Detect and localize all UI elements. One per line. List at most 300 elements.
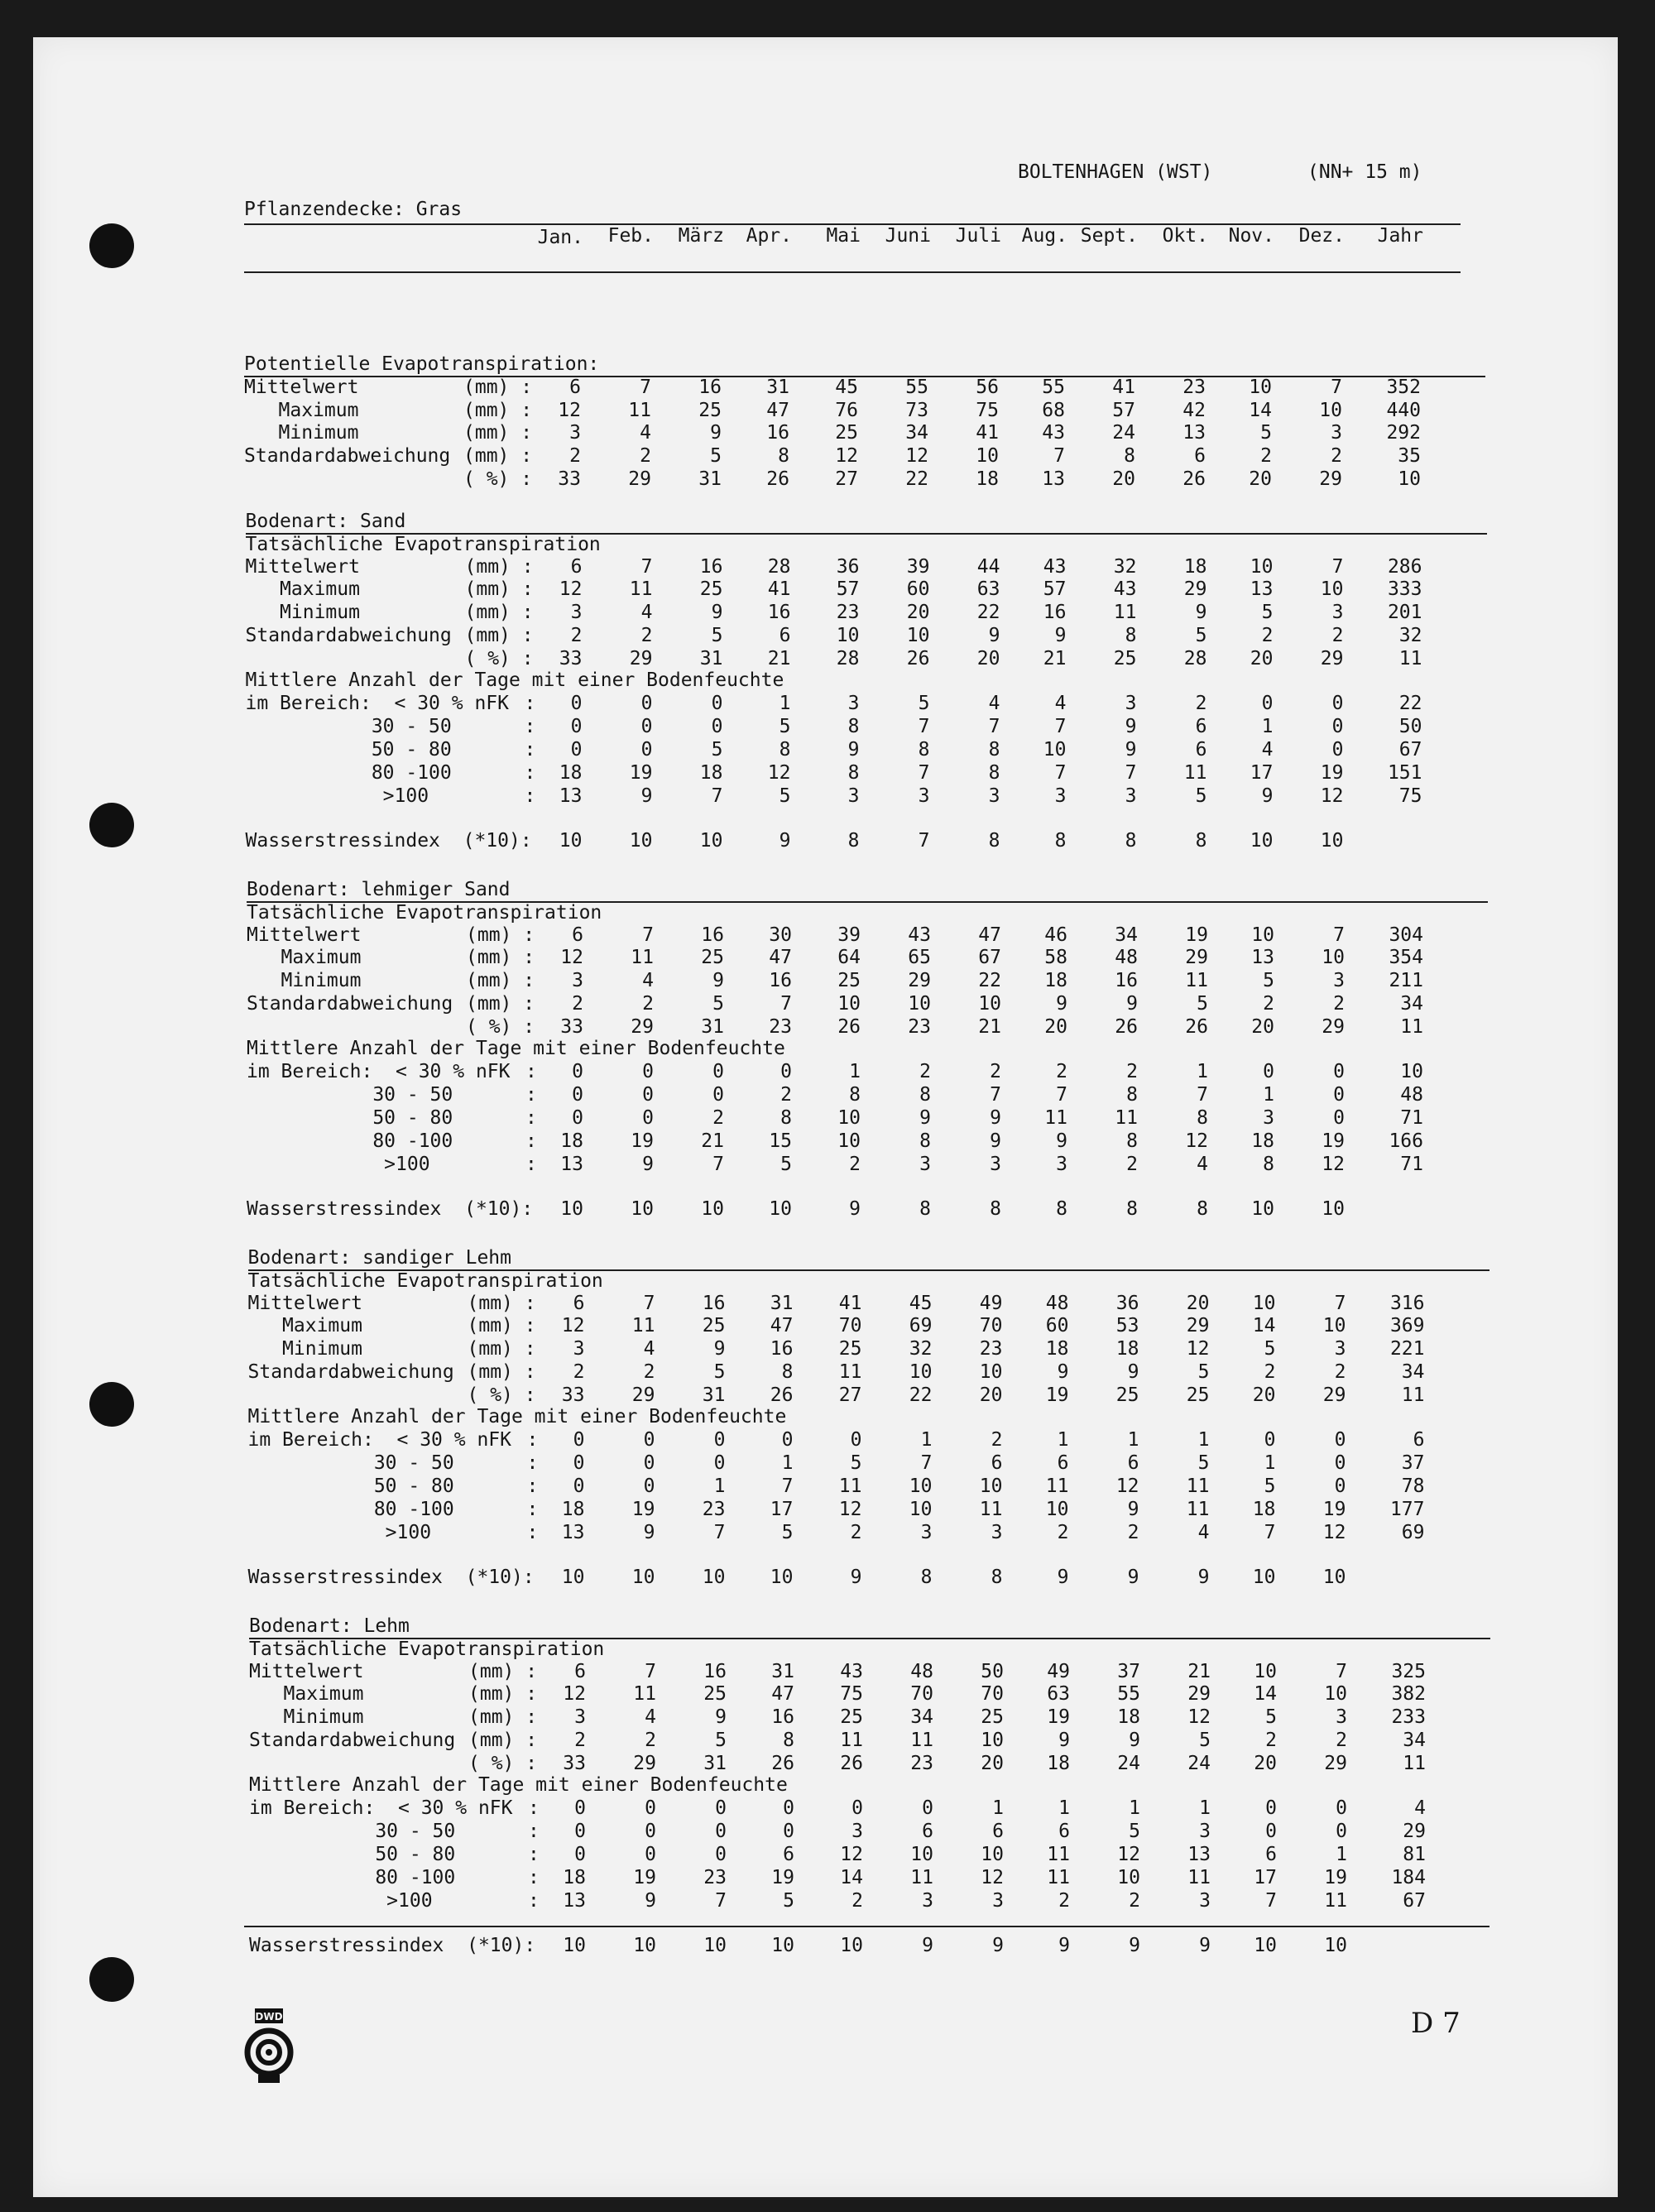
- row-label: Standardabweichung: [249, 1730, 456, 1751]
- row-unit: (mm) :: [464, 578, 534, 601]
- value-cell: 5: [850, 1452, 862, 1475]
- row-label: im Bereich: < 30 % nFK: [245, 693, 509, 715]
- value-cell: 6: [574, 1660, 586, 1682]
- value-cell: 6: [1413, 1429, 1425, 1451]
- value-cell: 5: [1199, 1730, 1211, 1751]
- value-cell: 0: [572, 1061, 583, 1083]
- value-cell: 10: [1250, 829, 1274, 852]
- value-cell: 1: [992, 1797, 1004, 1820]
- table-row: [249, 1706, 1474, 1730]
- moisture-title: Mittlere Anzahl der Tage mit einer Bodenfeuchte: [245, 669, 784, 691]
- row-unit: (mm) :: [466, 924, 535, 946]
- table-row: [248, 1452, 1473, 1475]
- value-cell: 0: [570, 739, 583, 761]
- value-cell: 41: [767, 578, 791, 601]
- value-cell: 12: [558, 399, 581, 421]
- value-cell: 9: [990, 1107, 1001, 1129]
- value-cell: 9: [1057, 1361, 1069, 1383]
- value-cell: 29: [1322, 1015, 1345, 1038]
- value-cell: 5: [710, 445, 722, 468]
- value-cell: 17: [1254, 1866, 1277, 1888]
- value-cell: 7: [712, 1153, 724, 1175]
- value-cell: 67: [1403, 1889, 1426, 1912]
- value-cell: 12: [563, 1683, 586, 1706]
- table-row: [247, 924, 1471, 948]
- row-unit: (mm) :: [466, 947, 535, 969]
- value-cell: 5: [1195, 785, 1207, 807]
- value-cell: 20: [1112, 468, 1135, 490]
- value-cell: 10: [840, 1934, 863, 1956]
- value-cell: 23: [1182, 376, 1206, 398]
- value-cell: 1: [1336, 1844, 1347, 1865]
- value-cell: 12: [1322, 1521, 1346, 1543]
- value-cell: 16: [699, 555, 723, 578]
- value-cell: 1: [1199, 1797, 1211, 1820]
- row-label: Minimum: [244, 422, 359, 444]
- value-cell: 0: [1333, 1061, 1345, 1083]
- row-unit: (mm) :: [464, 625, 534, 646]
- value-cell: 10: [1250, 555, 1274, 578]
- value-cell: 6: [1265, 1844, 1277, 1865]
- value-cell: 9: [1125, 716, 1137, 738]
- row-label: Mittelwert: [249, 1660, 364, 1682]
- value-cell: 11: [1185, 970, 1208, 992]
- table-row: [249, 1890, 1474, 1913]
- value-cell: 4: [640, 422, 651, 444]
- value-cell: 2: [640, 445, 651, 468]
- row-unit: :: [526, 1521, 539, 1543]
- value-cell: 17: [770, 1498, 794, 1520]
- value-cell: 10: [631, 1197, 654, 1220]
- value-cell: 3: [920, 1521, 933, 1543]
- value-cell: 7: [780, 993, 792, 1015]
- value-cell: 12: [1186, 1338, 1210, 1360]
- value-cell: 31: [699, 647, 723, 669]
- value-cell: 63: [976, 578, 1000, 601]
- punch-hole: [89, 803, 134, 847]
- value-cell: 10: [633, 1934, 656, 1956]
- value-cell: 10: [909, 1498, 933, 1520]
- row-label: 30 - 50: [249, 1821, 456, 1843]
- value-cell: 21: [1043, 647, 1067, 669]
- value-cell: 8: [1054, 829, 1067, 852]
- value-cell: 7: [711, 785, 723, 807]
- value-cell: 9: [712, 970, 724, 992]
- moisture-title: Mittlere Anzahl der Tage mit einer Bodenfeuchte: [247, 1405, 787, 1427]
- value-cell: 3: [1336, 1706, 1347, 1729]
- value-cell: 20: [981, 1752, 1004, 1774]
- value-cell: 20: [976, 647, 1000, 669]
- value-cell: 14: [1249, 399, 1272, 421]
- value-cell: 9: [1125, 739, 1137, 761]
- value-cell: 10: [1254, 1934, 1277, 1956]
- value-cell: 25: [1113, 647, 1137, 669]
- value-cell: 29: [1186, 1315, 1210, 1337]
- value-cell: 3: [1331, 602, 1344, 624]
- value-cell: 3: [919, 1153, 931, 1175]
- value-cell: 10: [910, 1844, 933, 1865]
- row-unit: (mm) :: [467, 1292, 536, 1314]
- value-cell: 4: [1054, 693, 1067, 715]
- value-cell: 33: [561, 1384, 585, 1406]
- value-cell: 11: [1047, 1844, 1070, 1865]
- value-cell: 286: [1387, 555, 1422, 578]
- value-cell: 2: [574, 1730, 586, 1751]
- value-cell: 0: [715, 1844, 727, 1865]
- row-unit: (mm) :: [463, 376, 533, 398]
- value-cell: 10: [769, 1197, 792, 1220]
- value-cell: 19: [1320, 761, 1344, 784]
- value-cell: 8: [1125, 829, 1137, 852]
- table-row: [246, 648, 1470, 671]
- table-row: [246, 785, 1470, 809]
- value-cell: 26: [1115, 1015, 1138, 1038]
- value-cell: 49: [979, 1292, 1003, 1314]
- value-cell: 9: [1056, 993, 1067, 1015]
- value-cell: 18: [1115, 1338, 1139, 1360]
- value-cell: 12: [561, 1315, 585, 1337]
- value-cell: 23: [910, 1752, 933, 1774]
- row-label: Standardabweichung: [245, 625, 452, 646]
- value-cell: 7: [918, 829, 930, 852]
- value-cell: 184: [1391, 1866, 1426, 1888]
- value-cell: 16: [767, 602, 791, 624]
- value-cell: 2: [569, 445, 581, 468]
- value-cell: 1: [849, 1061, 861, 1083]
- value-cell: 18: [1183, 555, 1207, 578]
- value-cell: 9: [1127, 1498, 1139, 1520]
- table-row: [247, 1084, 1471, 1107]
- table-row: [244, 422, 1469, 445]
- value-cell: 56: [976, 376, 999, 398]
- value-cell: 18: [1251, 1130, 1274, 1152]
- table-row: [247, 947, 1471, 970]
- row-label: 80 -100: [247, 1498, 454, 1520]
- row-label: Mittelwert: [247, 1292, 362, 1314]
- value-cell: 0: [1336, 1797, 1347, 1820]
- value-cell: 6: [779, 625, 791, 646]
- value-cell: 7: [781, 1475, 794, 1497]
- value-cell: 2: [850, 1521, 862, 1543]
- value-cell: 4: [1197, 1521, 1210, 1543]
- row-label: >100: [247, 1153, 430, 1175]
- value-cell: 25: [1186, 1384, 1210, 1406]
- value-cell: 11: [1186, 1498, 1210, 1520]
- value-cell: 25: [837, 970, 861, 992]
- value-cell: 2: [1333, 993, 1345, 1015]
- value-cell: 10: [1252, 1292, 1276, 1314]
- value-cell: 12: [835, 445, 858, 468]
- value-cell: 25: [1115, 1384, 1139, 1406]
- value-cell: 0: [573, 1429, 585, 1451]
- value-cell: 29: [1320, 647, 1344, 669]
- value-cell: 3: [1263, 1107, 1274, 1129]
- value-cell: 0: [640, 693, 653, 715]
- value-cell: 440: [1386, 399, 1421, 421]
- table-row: [249, 1821, 1474, 1844]
- table-row: [247, 1154, 1471, 1177]
- value-cell: 31: [702, 1384, 726, 1406]
- table-row: [249, 1661, 1474, 1684]
- value-cell: 10: [1324, 1934, 1347, 1956]
- row-label: >100: [247, 1521, 432, 1543]
- value-cell: 8: [1195, 829, 1207, 852]
- value-cell: 12: [981, 1866, 1004, 1888]
- value-cell: 7: [1053, 445, 1065, 468]
- value-cell: 4: [1414, 1797, 1426, 1820]
- value-cell: 33: [563, 1752, 586, 1774]
- value-cell: 2: [919, 1061, 931, 1083]
- value-cell: 0: [1334, 1452, 1346, 1475]
- value-cell: 7: [990, 1084, 1001, 1106]
- value-cell: 0: [783, 1797, 794, 1820]
- value-cell: 28: [1183, 647, 1207, 669]
- value-cell: 11: [633, 1683, 656, 1706]
- value-cell: 16: [771, 1706, 794, 1729]
- value-cell: 3: [918, 785, 930, 807]
- value-cell: 20: [1044, 1015, 1067, 1038]
- value-cell: 39: [837, 924, 861, 946]
- row-label: im Bereich: < 30 % nFK: [247, 1061, 511, 1083]
- value-cell: 2: [1195, 693, 1207, 715]
- value-cell: 14: [1254, 1683, 1277, 1706]
- value-cell: 30: [769, 924, 792, 946]
- value-cell: 18: [563, 1866, 586, 1888]
- value-cell: 0: [572, 1084, 583, 1106]
- table-row: [246, 693, 1470, 716]
- value-cell: 22: [909, 1384, 933, 1406]
- value-cell: 382: [1391, 1683, 1426, 1706]
- value-cell: 10: [1251, 1197, 1274, 1220]
- value-cell: 7: [918, 716, 930, 738]
- value-cell: 0: [711, 716, 723, 738]
- value-cell: 10: [979, 1361, 1003, 1383]
- value-cell: 3: [991, 1521, 1003, 1543]
- value-cell: 3: [1334, 1338, 1346, 1360]
- value-cell: 9: [1127, 1566, 1139, 1588]
- value-cell: 2: [1129, 1889, 1140, 1912]
- value-cell: 68: [1042, 399, 1065, 421]
- value-cell: 166: [1389, 1130, 1423, 1152]
- value-cell: 16: [1043, 602, 1067, 624]
- value-cell: 0: [715, 1797, 727, 1820]
- moisture-title: Mittlere Anzahl der Tage mit einer Bodenfeuchte: [247, 1037, 785, 1059]
- value-cell: 43: [1043, 555, 1067, 578]
- value-cell: 3: [847, 693, 860, 715]
- value-cell: 37: [1401, 1452, 1425, 1475]
- value-cell: 16: [701, 924, 724, 946]
- table-row: [248, 1499, 1473, 1522]
- value-cell: 23: [908, 1015, 931, 1038]
- table-row: [249, 1730, 1474, 1753]
- value-cell: 10: [909, 1361, 933, 1383]
- table-row: [248, 1293, 1473, 1316]
- value-cell: 9: [1129, 1730, 1140, 1751]
- value-cell: 7: [1197, 1084, 1208, 1106]
- value-cell: 11: [910, 1866, 933, 1888]
- row-label: Maximum: [247, 947, 362, 969]
- row-label: 80 -100: [245, 761, 452, 784]
- value-cell: 11: [838, 1475, 862, 1497]
- month-header: Jahr: [1377, 225, 1423, 247]
- value-cell: 37: [1117, 1660, 1140, 1682]
- value-cell: 9: [779, 829, 791, 852]
- value-cell: 34: [905, 422, 928, 444]
- value-cell: 19: [1047, 1706, 1070, 1729]
- value-cell: 22: [978, 970, 1001, 992]
- value-cell: 9: [990, 1130, 1001, 1152]
- value-cell: 2: [1264, 1361, 1276, 1383]
- value-cell: 60: [1045, 1315, 1069, 1337]
- value-cell: 4: [1197, 1153, 1208, 1175]
- value-cell: 12: [560, 947, 583, 969]
- month-header: Juni: [885, 225, 931, 247]
- value-cell: 2: [1331, 445, 1342, 468]
- table-row: [246, 578, 1470, 602]
- value-cell: 0: [715, 1821, 727, 1843]
- value-cell: 18: [1117, 1706, 1140, 1729]
- value-cell: 16: [702, 1292, 726, 1314]
- value-cell: 26: [771, 1752, 794, 1774]
- value-cell: 18: [699, 761, 723, 784]
- value-cell: 19: [631, 1130, 654, 1152]
- value-cell: 18: [1047, 1752, 1070, 1774]
- value-cell: 25: [840, 1706, 863, 1729]
- value-cell: 1: [1057, 1429, 1069, 1451]
- value-cell: 24: [1117, 1752, 1140, 1774]
- value-cell: 43: [1042, 422, 1065, 444]
- value-cell: 20: [1250, 647, 1274, 669]
- row-label: im Bereich: < 30 % nFK: [249, 1797, 513, 1820]
- value-cell: 21: [1187, 1660, 1211, 1682]
- value-cell: 19: [631, 1498, 655, 1520]
- value-cell: 10: [1322, 1315, 1346, 1337]
- value-cell: 29: [1322, 1384, 1346, 1406]
- value-cell: 10: [1400, 1061, 1423, 1083]
- value-cell: 292: [1386, 422, 1421, 444]
- value-cell: 7: [713, 1521, 726, 1543]
- value-cell: 11: [1045, 1475, 1069, 1497]
- value-cell: 0: [1265, 1821, 1277, 1843]
- value-cell: 7: [1125, 761, 1137, 784]
- value-cell: 2: [1126, 1153, 1138, 1175]
- value-cell: 5: [1195, 625, 1207, 646]
- value-cell: 9: [1126, 993, 1138, 1015]
- header-rule: [244, 271, 1461, 273]
- row-unit: :: [528, 1889, 540, 1912]
- value-cell: 22: [905, 468, 928, 490]
- value-cell: 151: [1387, 761, 1422, 784]
- value-cell: 10: [1320, 578, 1344, 601]
- value-cell: 31: [703, 1752, 727, 1774]
- value-cell: 2: [573, 1361, 585, 1383]
- row-unit: (mm) :: [466, 993, 535, 1015]
- value-cell: 31: [770, 1292, 794, 1314]
- value-cell: 29: [1319, 468, 1342, 490]
- value-cell: 354: [1389, 947, 1423, 969]
- row-unit: :: [525, 1153, 537, 1175]
- table-row: [246, 762, 1470, 785]
- value-cell: 71: [1400, 1107, 1423, 1129]
- table-row: [249, 1753, 1474, 1776]
- value-cell: 8: [1126, 1130, 1138, 1152]
- value-cell: 46: [1044, 924, 1067, 946]
- value-cell: 11: [1324, 1889, 1347, 1912]
- value-cell: 10: [978, 993, 1001, 1015]
- value-cell: 6: [783, 1844, 794, 1865]
- table-row: [249, 1867, 1474, 1890]
- value-cell: 0: [713, 1452, 726, 1475]
- table-row: [248, 1475, 1473, 1499]
- value-cell: 0: [574, 1821, 586, 1843]
- value-cell: 69: [1401, 1521, 1425, 1543]
- value-cell: 9: [710, 422, 722, 444]
- table-row: [248, 1338, 1473, 1361]
- value-cell: 29: [1183, 578, 1207, 601]
- value-cell: 2: [712, 1107, 724, 1129]
- value-cell: 11: [631, 1315, 655, 1337]
- table-row: [247, 1107, 1471, 1130]
- value-cell: 8: [1124, 445, 1135, 468]
- section-title: Bodenart: Lehm: [249, 1615, 410, 1637]
- value-cell: 3: [922, 1889, 933, 1912]
- value-cell: 18: [976, 468, 999, 490]
- row-unit: (mm) :: [468, 1706, 538, 1729]
- value-cell: 39: [906, 555, 930, 578]
- value-cell: 7: [642, 924, 654, 946]
- value-cell: 0: [645, 1821, 656, 1843]
- row-label: Maximum: [245, 578, 360, 601]
- value-cell: 12: [1320, 785, 1344, 807]
- value-cell: 2: [1056, 1061, 1067, 1083]
- value-cell: 2: [643, 1361, 655, 1383]
- value-cell: 7: [643, 1292, 655, 1314]
- stress-index-row: [246, 830, 1470, 853]
- value-cell: 18: [1045, 1338, 1069, 1360]
- value-cell: 3: [1199, 1821, 1211, 1843]
- value-cell: 6: [1195, 739, 1207, 761]
- table-row: [248, 1384, 1473, 1408]
- value-cell: 7: [1265, 1889, 1277, 1912]
- value-cell: 10: [1324, 1683, 1347, 1706]
- value-cell: 53: [1115, 1315, 1139, 1337]
- punch-hole: [89, 1957, 134, 2002]
- value-cell: 47: [766, 399, 789, 421]
- value-cell: 6: [1127, 1452, 1139, 1475]
- value-cell: 25: [699, 578, 723, 601]
- value-cell: 5: [779, 785, 791, 807]
- value-cell: 7: [1336, 1660, 1347, 1682]
- row-label: Standardabweichung: [244, 445, 451, 468]
- value-cell: 32: [1113, 555, 1137, 578]
- value-cell: 18: [560, 1130, 583, 1152]
- row-label: Standardabweichung: [247, 1361, 454, 1383]
- value-cell: 2: [572, 993, 583, 1015]
- value-cell: 0: [574, 1844, 586, 1865]
- value-cell: 5: [711, 739, 723, 761]
- value-cell: 5: [712, 993, 724, 1015]
- row-label: Maximum: [249, 1683, 364, 1706]
- value-cell: 15: [769, 1130, 792, 1152]
- value-cell: 23: [703, 1866, 727, 1888]
- value-cell: 10: [981, 1844, 1004, 1865]
- value-cell: 0: [1334, 1429, 1346, 1451]
- value-cell: 9: [640, 785, 653, 807]
- value-cell: 49: [1047, 1660, 1070, 1682]
- value-cell: 17: [1250, 761, 1274, 784]
- value-cell: 5: [1261, 602, 1274, 624]
- value-cell: 10: [1251, 924, 1274, 946]
